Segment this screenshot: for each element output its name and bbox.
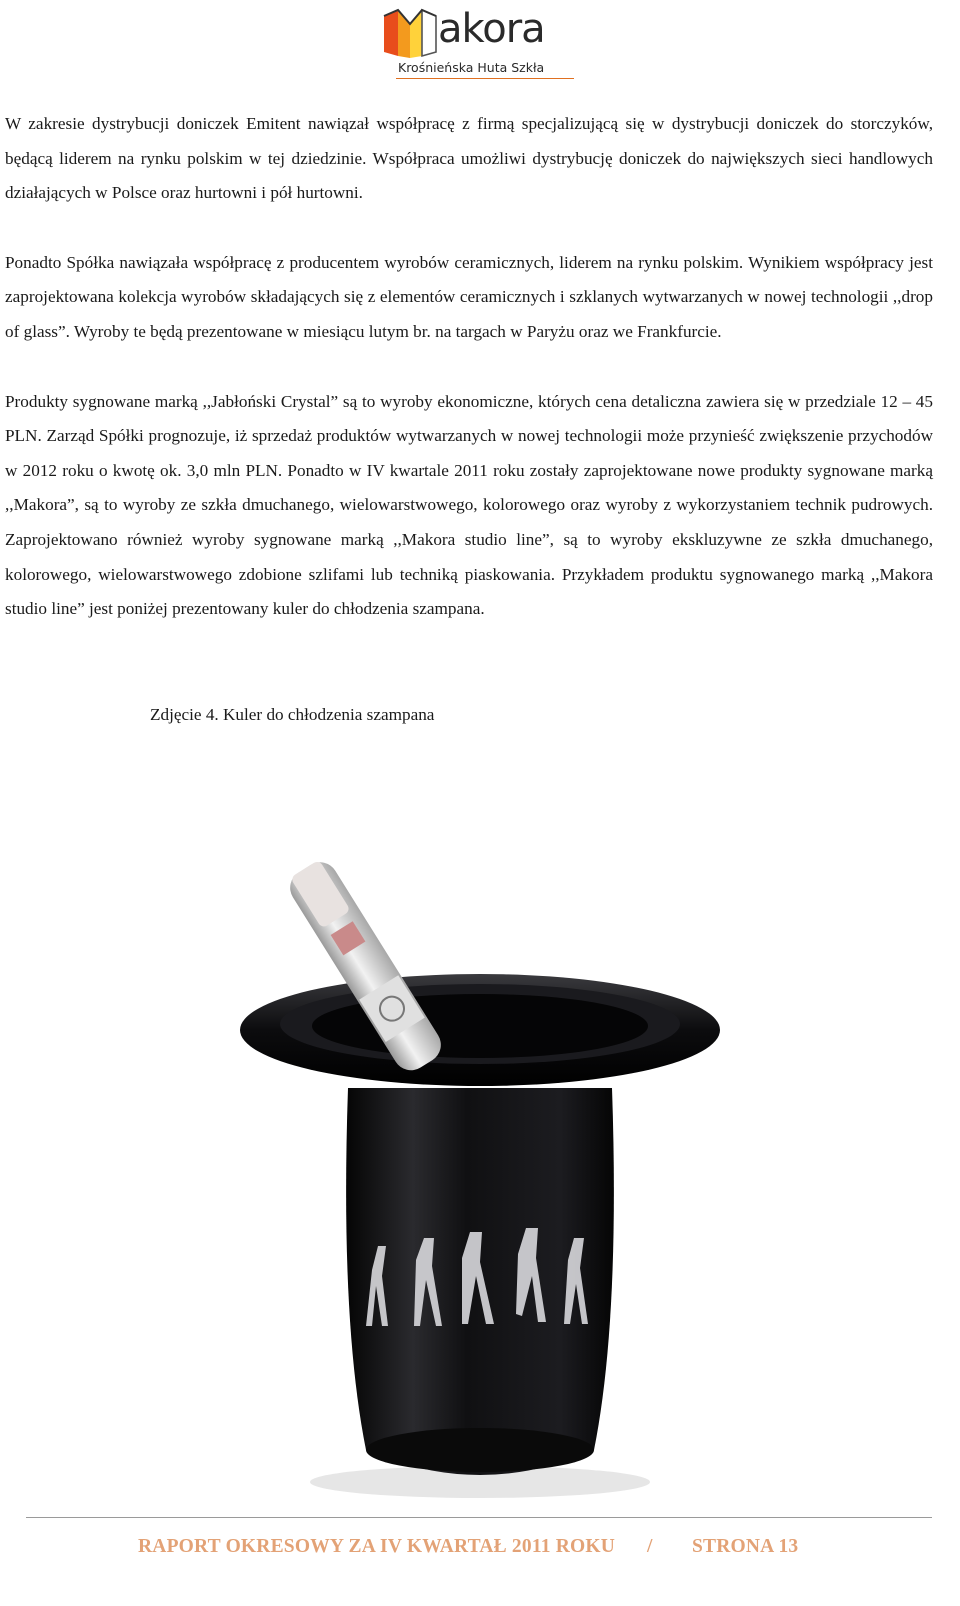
footer-separator: / <box>647 1536 653 1557</box>
paragraph-distribution: W zakresie dystrybucji doniczek Emitent nawiązał współpracę z firmą specjalizującą się w dystrybucji doniczek do storczyków, będącą liderem na rynku polskim w tej dziedzinie. Współpraca umożliwi dystrybucję doniczek do największych sieci handlowych działających w Polsce oraz hurtowni i pół hurtowni. <box>5 114 933 203</box>
footer-rule <box>26 1517 932 1518</box>
champagne-cooler-photo <box>180 800 780 1520</box>
paragraph-products: Produkty sygnowane marką ,,Jabłoński Crystal” są to wyroby ekonomiczne, których cena detaliczna zawiera się w przedziale 12 – 45 PLN. Zarząd Spółki prognozuje, iż sprzedaż produktów wytwarzanych w nowej technologii może przynieść zwiększenie przychodów w 2012 roku o kwotę ok. 3,0 mln PLN. Ponadto w IV kwartale 2011 roku zostały zaprojektowane nowe produkty sygnowane marką ,,Makora”, są to wyroby ze szkła dmuchanego, wielowarstwowego, kolorowego oraz wyroby z wykorzystaniem technik pudrowych. Zaprojektowano również wyroby sygnowane marką ,,Makora studio line”, są to wyroby ekskluzywne ze szkła dmuchanego, kolorowego, wielowarstwowego zdobione szlifami lub techniką piaskowania. Przykładem produktu sygnowanego marką ,,Makora studio line” jest poniżej prezentowany kuler do chłodzenia szampana. <box>5 391 933 619</box>
page-footer <box>0 1536 960 1576</box>
paragraph-ceramics: Ponadto Spółka nawiązała współpracę z producentem wyrobów ceramicznych, liderem na rynku polskim. Wynikiem współpracy jest zaprojektowana kolekcja wyrobów składających się z elementów ceramicznych i szklanych wytwarzanych w nowej technologii ,,drop of glass”. Wyroby te będą prezentowane w miesiącu lutym br. na targach w Paryżu oraz we Frankfurcie. <box>5 252 933 341</box>
body-text <box>5 107 933 662</box>
page-header <box>0 0 960 92</box>
footer-page-number: STRONA 13 <box>692 1536 799 1557</box>
logo-underline <box>396 78 574 79</box>
makora-logo <box>386 4 582 90</box>
logo-wordmark: akora <box>438 6 545 52</box>
photo-caption: Zdjęcie 4. Kuler do chłodzenia szampana <box>150 705 435 724</box>
logo-subtitle: Krośnieńska Huta Szkła <box>398 60 545 75</box>
footer-report-title: RAPORT OKRESOWY ZA IV KWARTAŁ 2011 ROKU <box>138 1536 616 1557</box>
makora-m-icon <box>380 4 440 60</box>
